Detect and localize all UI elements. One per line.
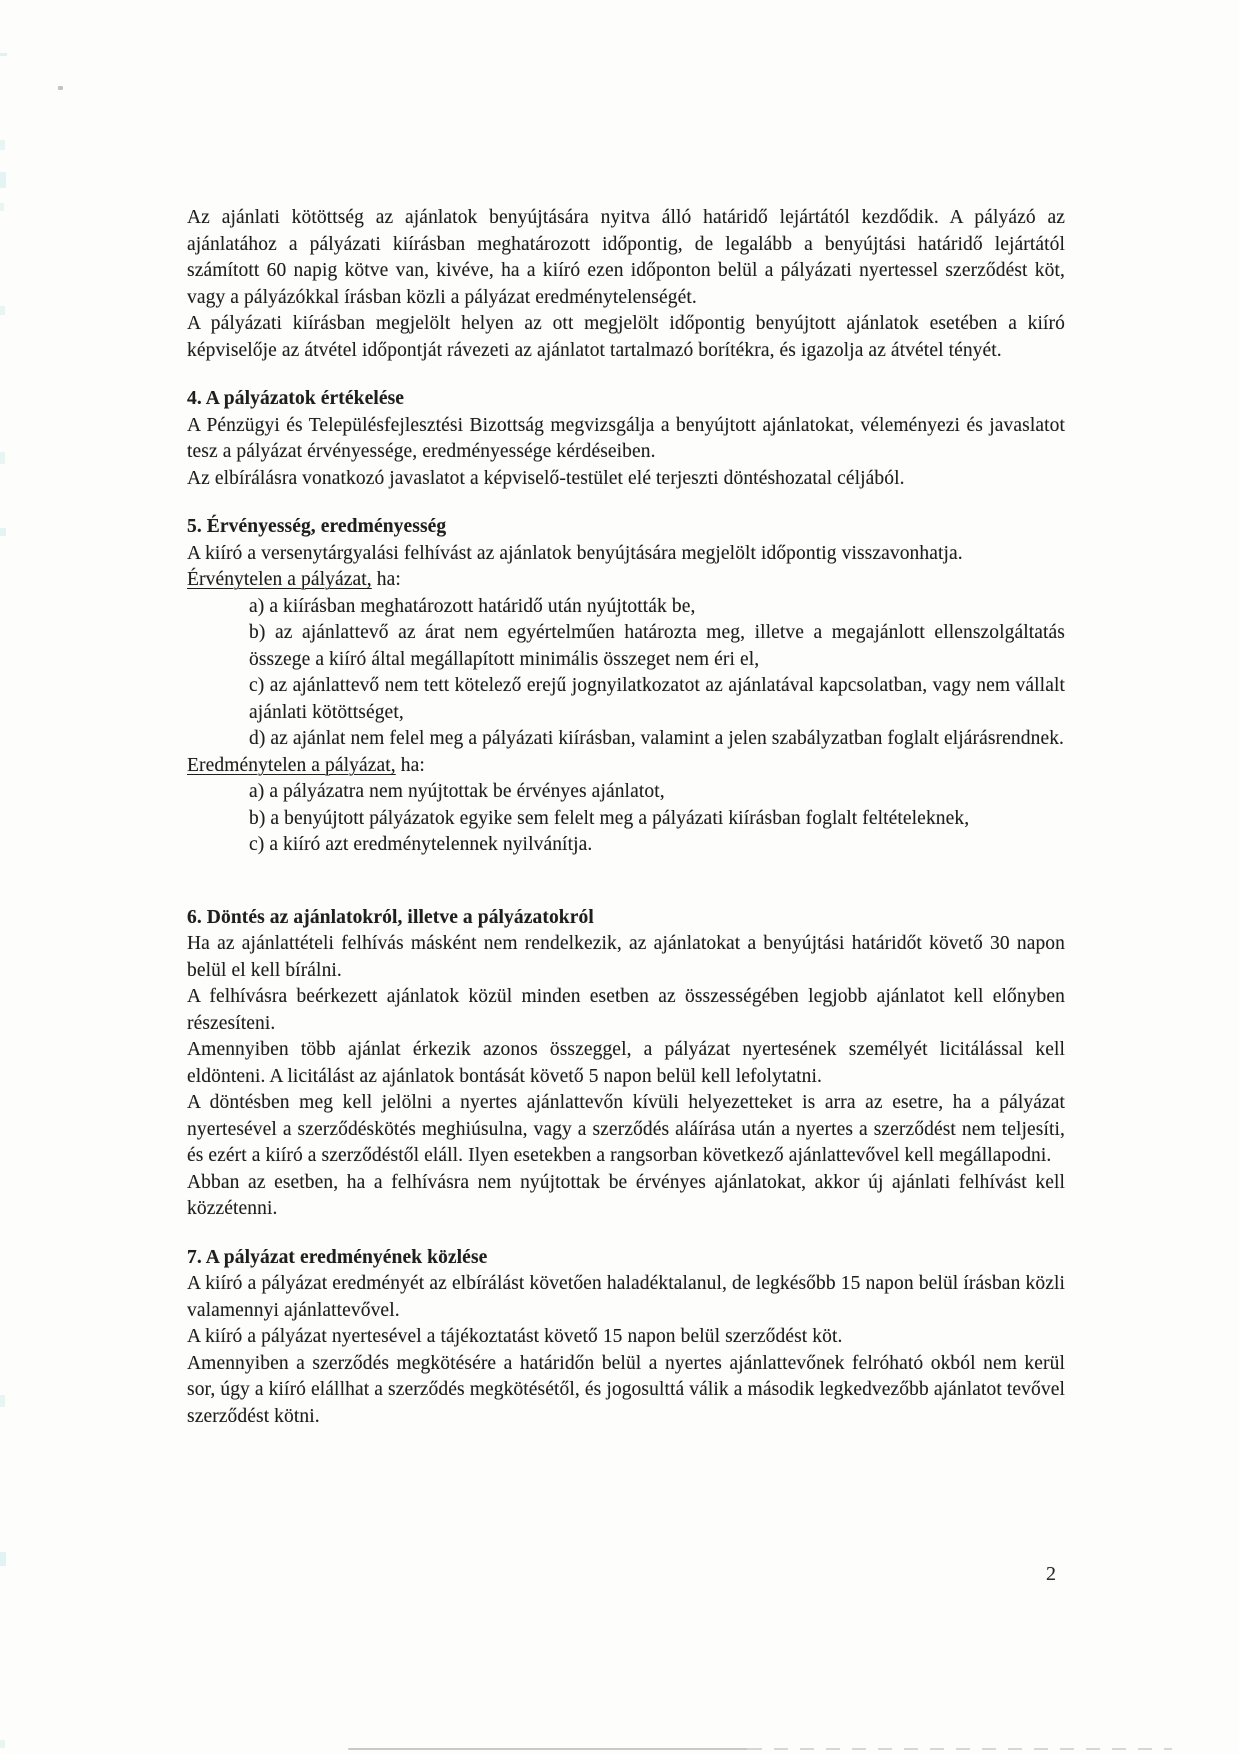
list-item: c) a kiíró azt eredménytelennek nyilvánítja. (249, 834, 593, 855)
scan-edge-mark (0, 1395, 5, 1407)
scan-edge-mark (0, 306, 5, 315)
paragraph: A Pénzügyi és Településfejlesztési Bizottság megvizsgálja a benyújtott ajánlatokat, véleményezi és javaslatot tesz a pályázat érvényessége, eredményessége kérdéseiben. (187, 414, 1065, 462)
document-body (187, 205, 1065, 1430)
scan-edge-mark (0, 1552, 6, 1566)
page-number: 2 (1046, 1563, 1056, 1585)
lead-rest: ha: (395, 754, 425, 776)
list-item: a) a pályázatra nem nyújtottak be érvényes ajánlatot, (249, 781, 665, 802)
paragraph: A kiíró a versenytárgyalási felhívást az ajánlatok benyújtására megjelölt időpontig visszavonhatja. (187, 542, 963, 564)
paragraph: A kiíró a pályázat nyertesével a tájékoztatást követő 15 napon belül szerződést köt. (187, 1326, 843, 1347)
scan-edge-mark (0, 452, 5, 464)
paragraph: Amennyiben a szerződés megkötésére a határidőn belül a nyertes ajánlattevőnek felróható okból nem kerül sor, úgy a kiíró elállhat a szerződés megkötésétől, és jogosulttá válik a második legkedvezőbb ajánlatot tevővel szerződést kötni. (187, 1352, 1065, 1427)
underlined-phrase: Érvénytelen a pályázat, (187, 569, 372, 590)
section-heading: 7. A pályázat eredményének közlése (187, 1246, 488, 1268)
scan-edge-mark (0, 528, 6, 536)
lead-line (187, 567, 1065, 594)
list-item: b) az ajánlattevő az árat nem egyértelműen határozta meg, illetve a megajánlott ellenszolgáltatás összege a kiíró által megállapított minimális összeget nem éri el, (249, 622, 1065, 670)
scan-edge-mark (0, 53, 7, 56)
scan-bottom-line-dashed (748, 1748, 1172, 1750)
paragraph: Ha az ajánlattételi felhívás másként nem rendelkezik, az ajánlatokat a benyújtási határidőt követő 30 napon belül el kell bírálni. (187, 933, 1065, 981)
list-item: b) a benyújtott pályázatok egyike sem felelt meg a pályázati kiírásban foglalt feltételeknek, (249, 807, 970, 829)
paragraph: A kiíró a pályázat eredményét az elbírálást követően haladéktalanul, de legkésőbb 15 napon belül írásban közli valamennyi ajánlattevővel. (187, 1273, 1065, 1321)
scan-edge-mark (0, 140, 5, 150)
lead-rest: ha: (371, 569, 401, 590)
scan-edge-mark (0, 172, 6, 188)
list-item: a) a kiírásban meghatározott határidő után nyújtották be, (249, 595, 696, 617)
paragraph: A felhívásra beérkezett ajánlatok közül minden esetben az összességében legjobb ajánlatot kell előnyben részesíteni. (187, 986, 1065, 1034)
section-heading: 6. Döntés az ajánlatokról, illetve a pályázatokról (187, 906, 594, 928)
section-heading: 5. Érvényesség, eredményesség (187, 516, 447, 537)
section-gap (187, 859, 1065, 883)
scan-edge-mark (0, 1740, 5, 1748)
paragraph: A döntésben meg kell jelölni a nyertes ajánlattevőn kívüli helyezetteket is arra az esetre, ha a pályázat nyertesével a szerződéskötés meghiúsulna, vagy a szerződés aláírása után a nyertes a szerződést nem teljesíti, és ezért a kiíró a szerződéstől eláll. Ilyen esetekben a rangsorban következő ajánlattevővel kell megállapodni. (187, 1092, 1065, 1166)
scan-speck (58, 86, 63, 90)
list-item: d) az ajánlat nem felel meg a pályázati kiírásban, valamint a jelen szabályzatban foglalt eljárásrendnek. (249, 728, 1065, 749)
lead-line (187, 753, 1065, 780)
paragraph: A pályázati kiírásban megjelölt helyen az ott megjelölt időpontig benyújtott ajánlatok esetében a kiíró képviselője az átvétel időpontját rávezeti az ajánlatot tartalmazó borítékra, és igazolja az átvétel tényét. (187, 313, 1065, 361)
list-item: c) az ajánlattevő nem tett kötelező erejű jognyilatkozatot az ajánlatával kapcsolatban, vagy nem vállalt ajánlati kötöttséget, (249, 675, 1065, 723)
paragraph: Amennyiben több ajánlat érkezik azonos összeggel, a pályázat nyertesének személyét licitálással kell eldönteni. A licitálást az ajánlatok bontását követő 5 napon belül kell lefolytatni. (187, 1039, 1065, 1087)
section-heading: 4. A pályázatok értékelése (187, 388, 405, 409)
underlined-phrase: Eredménytelen a pályázat, (187, 754, 396, 776)
scan-bottom-line (348, 1748, 748, 1750)
paragraph: Az elbírálásra vonatkozó javaslatot a képviselő-testület elé terjeszti döntéshozatal céljából. (187, 467, 905, 489)
scan-edge-mark (0, 203, 4, 211)
paragraph: Abban az esetben, ha a felhívásra nem nyújtottak be érvényes ajánlatokat, akkor új ajánlati felhívást kell közzétenni. (187, 1171, 1065, 1219)
paragraph: Az ajánlati kötöttség az ajánlatok benyújtására nyitva álló határidő lejártától kezdődik. A pályázó az ajánlatához a pályázati kiírásban meghatározott időpontig, de legalább a benyújtási határidő lejártától számított 60 napig kötve van, kivéve, ha a kiíró ezen időponton belül a pályázati nyertessel szerződést köt, vagy a pályázókkal írásban közli a pályázat eredménytelenségét. (187, 207, 1065, 308)
